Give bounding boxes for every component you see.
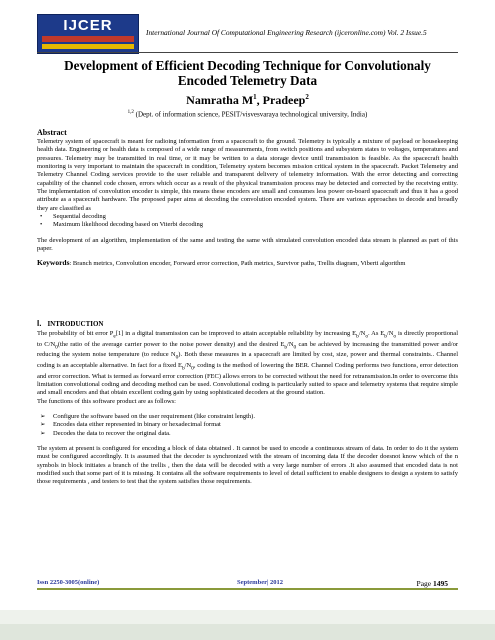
keywords-text: : Branch metrics, Convolution encoder, Forward error correction, Path metrics, Survivor paths, Trellis diagram, Viberti algorithm <box>69 260 406 268</box>
functions-list <box>37 413 458 438</box>
paper-title <box>40 58 455 88</box>
abstract-paragraph-1: Telemetry system of spacecraft is meant for radioing information from a spacecraft to the ground. Telemetry is typically a mixture of payload or housekeeping health data. Engineering or health data is composed of a wide range of measurements, from switch positions and subsystem states to voltages, temperatures and pressures. Telemetry may be transmitted in real time, or it may be written to a data storage device until transmission is feasible. As the spacecraft health monitoring is very important to maintain the spacecraft in condition, Telemetry system becomes mission critical system in the spacecraft. Packet Telemetry and Telemetry Channel Coding services provide to the user reliable and transparent delivery of telemetry information. With the error detecting and correcting capability of the channel code chosen, errors which occur as a result of the physical transmission process may be detected and corrected by the receiving entity. The implementation of convolution encoder is simple, this means these encoders are small and consumes less power on-board spacecraft and thus it has a good attribute as a spacecraft hardware. The proposed paper aims at decoding the convolution encoded system. There are various approaches to decode and broadly they are classified as <box>37 138 458 212</box>
keywords-label: Keywords <box>37 258 70 268</box>
bottom-band <box>0 624 495 640</box>
logo-text: IJCER <box>63 17 113 34</box>
journal-header: International Journal Of Computational Engineering Research (ijceronline.com) Vol. 2 Issue.5 <box>146 28 427 37</box>
bottom-band-light <box>0 610 495 624</box>
logo-band-red <box>42 36 134 42</box>
affiliation-sup: 1,2 <box>127 110 134 115</box>
list-item: • Maximum likelihood decoding based on Viterbi decoding <box>40 221 204 229</box>
arrow-bullet-icon: ➢ <box>40 412 46 420</box>
abstract-paragraph-2: The development of an algorithm, implementation of the same and testing the same with simulated convolution encoded data stream is planned as part of this paper. <box>37 236 458 253</box>
author-2-sup: 2 <box>305 93 309 101</box>
author-1: Namratha M <box>186 93 254 107</box>
logo-band-yellow <box>42 44 134 49</box>
section-heading-introduction <box>37 319 103 328</box>
intro-functions-lead: The functions of this software product are as follows: <box>37 397 176 405</box>
affiliation <box>40 110 455 118</box>
affiliation-text: (Dept. of information science, PESIT/visvesvaraya technological university, India) <box>133 110 368 119</box>
journal-logo <box>37 14 139 54</box>
bullet-icon: • <box>40 213 43 221</box>
intro-paragraph-1: The probability of bit error $P_e[1]$ in a digital transmission can be improved to attain acceptable reliability by increasing $E_b/N_o$. As $E_b/N_o$ is directly proportional to $C/N_0(the$ ratio of the average carrier power to the noise power density) and the desired $E_b/N_0$ can be achieved by increasing the transmitted power and/or reducing the system noise temperature (to reduce $N_0$). Both these measures in a spacecraft are limited by cost, size, power and thermal constraints.. Channel coding is an acceptable alternative. In fact for a fixed $E_b/N_0$, coding is the method of lowering the BER. Channel Coding performs two functions, error detection and error correction. What is termed as forward error correction (FEC) allows errors to be corrected without the need for retransmission.In order to overcome this limitation convolutional coding and decoding method can be used. Convolutional coding is particularly suited to space and telemetry systems that require simple and small encoders and that obtain excellent coding gain by using sophisticated decoders at the ground station. <box>37 330 459 397</box>
section-number: I. <box>37 319 42 328</box>
footer-page-label: Page <box>416 579 433 588</box>
arrow-bullet-icon: ➢ <box>40 421 46 429</box>
bullet-icon: • <box>40 221 43 229</box>
footer-issn: Issn 2250-3005(online) <box>37 579 100 586</box>
list-item: • Sequential decoding <box>40 213 106 221</box>
introduction-body <box>37 330 458 487</box>
footer-date: September| 2012 <box>237 579 284 586</box>
list-item: ➢ Encodes data either represented in binary or hexadecimal format <box>40 421 221 429</box>
header-rule <box>37 52 458 53</box>
page-footer <box>37 579 458 590</box>
footer-page-number: 1495 <box>433 579 448 588</box>
list-item: ➢ Configure the software based on the user requirement (like constraint length). <box>40 412 255 420</box>
author-2: Pradeep <box>262 93 306 107</box>
title-line-1: Development of Efficient Decoding Technique for Convolutionaly <box>64 58 431 73</box>
keywords <box>37 259 458 268</box>
intro-paragraph-2: The system at present is configured for encoding a block of data obtained . It cannot be used to encode a continuous stream of data. In order to do it the system must be configured accordingly. It is assumed that the decoder is synchronized with the stream of incoming data If the decoder doesnot know which of the n symbols in block initiates a branch of the trellis , then the data will be decoded with a very large number of errors .It also assumed that encoded data is not modified such that some part of it is missing. It contains all the software requirements to level of detail sufficient to enable designers to design a system to satisfy those requirements , and testers to test that the system satisfies those requirements. <box>37 444 458 486</box>
arrow-bullet-icon: ➢ <box>40 429 46 437</box>
title-line-2: Encoded Telemetry Data <box>177 73 318 88</box>
abstract-body <box>37 138 458 269</box>
abstract-bullet-list <box>37 213 458 230</box>
abstract-heading: Abstract <box>37 128 67 137</box>
footer-page <box>417 579 448 588</box>
section-title: INTRODUCTION <box>47 320 104 328</box>
author-list <box>40 93 455 108</box>
author-sep: , <box>256 93 263 107</box>
list-item: ➢ Decodes the data to recover the original data. <box>40 429 171 437</box>
author-1-sup: 1 <box>253 93 257 101</box>
